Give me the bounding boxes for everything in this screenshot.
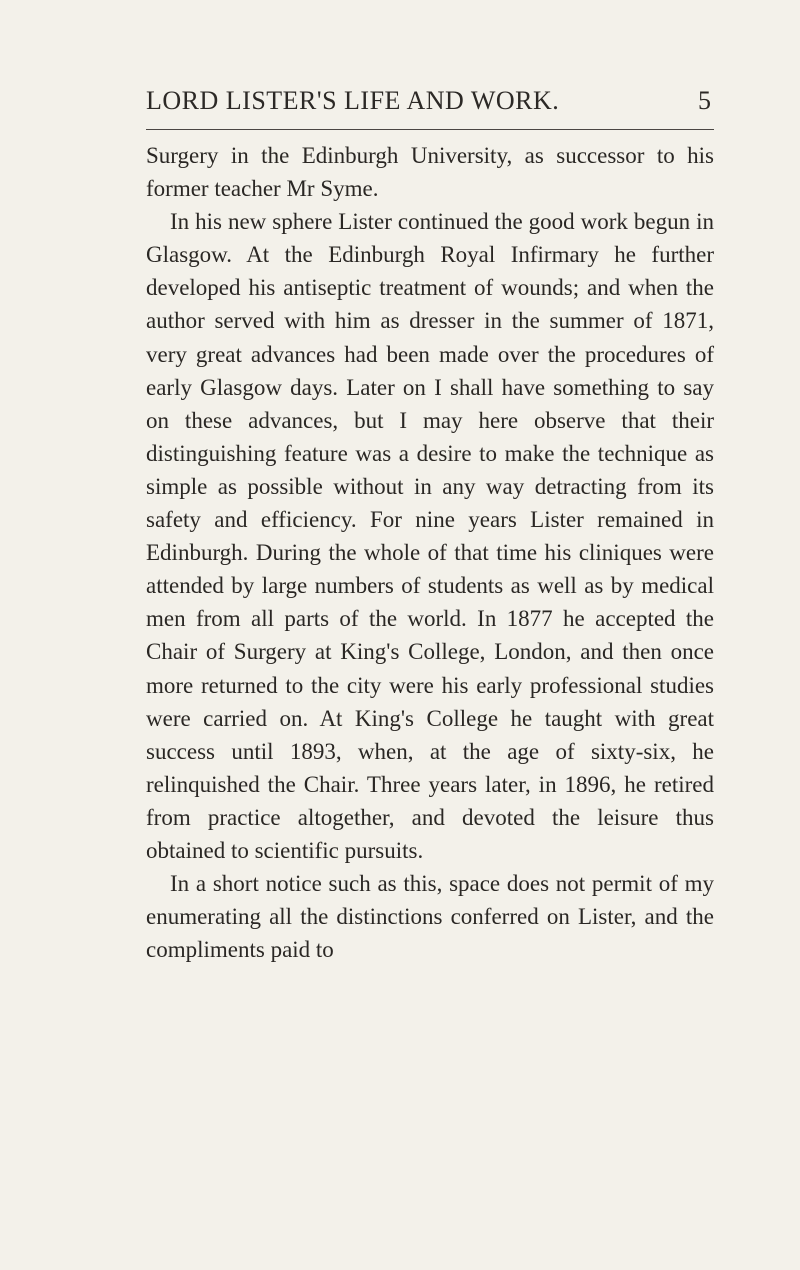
paragraph-continuation: Surgery in the Edinburgh University, as successor to his former teacher Mr Syme. (146, 143, 714, 202)
running-head: LORD LISTER'S LIFE AND WORK. (146, 86, 560, 115)
page-number: 5 (698, 86, 711, 115)
body-text (146, 139, 714, 966)
paragraph-distinctions: In a short notice such as this, space does not permit of my enumerating all the distinctions conferred on Lister, and the compliments paid to (146, 871, 714, 963)
paragraph-edinburgh: In his new sphere Lister continued the good work begun in Glasgow. At the Edinburgh Royal Infirmary he further developed his antiseptic treatment of wounds; and when the author served with him as dresser in the summer of 1871, very great advances had been made over the procedures of early Glasgow days. Later on I shall have something to say on these advances, but I may here observe that their distinguishing feature was a desire to make the technique as simple as possible without in any way detracting from its safety and efficiency. For nine years Lister remained in Edinburgh. During the whole of that time his cliniques were attended by large numbers of students as well as by medical men from all parts of the world. In 1877 he accepted the Chair of Surgery at King's College, London, and then once more returned to the city were his early professional studies were carried on. At King's College he taught with great success until 1893, when, at the age of sixty-six, he relinquished the Chair. Three years later, in 1896, he retired from practice altogether, and devoted the leisure thus obtained to scientific pursuits. (146, 209, 714, 863)
header-rule (146, 129, 714, 130)
